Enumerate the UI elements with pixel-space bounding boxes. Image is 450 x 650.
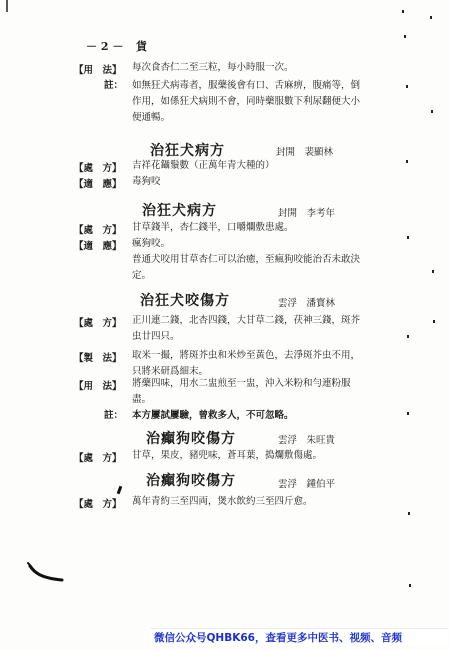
formula-text: 甘草，果皮，豬兜味，蒼耳葉，搗爛敷傷處。	[132, 450, 323, 461]
note-label: 註：	[104, 80, 124, 91]
usage-label: 【用 法】	[74, 65, 122, 76]
scan-smudge-mark	[26, 560, 66, 584]
scan-dot	[431, 110, 433, 113]
scan-dot	[407, 335, 409, 338]
note-text-line: 如無狂犬病毒者，服藥後會有口、舌麻痹，腹痛等，倒	[132, 80, 361, 91]
recipe-author: 雲浮 鍾伯平	[278, 479, 336, 490]
scan-dot	[408, 512, 410, 515]
recipe-author: 封開 李考年	[278, 208, 336, 219]
note-text-line: 便通暢。	[132, 112, 171, 123]
scan-dot	[432, 270, 434, 273]
scan-dot	[406, 85, 408, 88]
note-text: 本方屢試屢驗，曾救多人，不可忽略。	[132, 410, 294, 421]
scan-dot	[409, 584, 411, 587]
scan-dot	[407, 236, 409, 239]
indication-label: 【適 應】	[74, 241, 122, 252]
recipe-title: 治癲狗咬傷方	[146, 473, 236, 489]
scan-edge-mark	[6, 0, 8, 12]
indication-text: 毒狗咬	[132, 176, 161, 187]
scan-dot	[406, 160, 408, 163]
recipe-author: 封開 裴顯林	[276, 147, 334, 158]
usage-text: 每次食杏仁二至三粒，每小時服一次。	[132, 62, 294, 73]
scan-dot	[407, 412, 409, 415]
usage-text: 盡。	[132, 394, 152, 405]
formula-text: 正川連二錢，北杏四錢，大甘草二錢，茯神三錢，斑芥	[132, 315, 361, 326]
scan-tick-mark	[117, 486, 123, 495]
scan-dot	[404, 35, 406, 38]
formula-label: 【處 方】	[74, 499, 122, 510]
scan-dot	[433, 320, 435, 323]
formula-label: 【處 方】	[74, 453, 122, 464]
formula-text: 甘草錢半，杏仁錢半，口嚼爛敷患處。	[132, 222, 294, 233]
recipe-title: 治狂犬咬傷方	[140, 293, 230, 309]
indication-text: 定。	[132, 270, 152, 281]
recipe-title: 治癲狗咬傷方	[146, 431, 236, 447]
indication-label: 【適 應】	[74, 179, 122, 190]
recipe-title: 治狂犬病方	[150, 143, 225, 159]
preparation-text: 取米一撮，將斑芥虫和米炒至黃色，去淨斑芥虫不用，	[132, 350, 361, 361]
usage-label: 【用 法】	[74, 381, 122, 392]
preparation-text: 只將米研爲細末。	[132, 366, 209, 377]
recipe-author: 雲浮 朱旺貴	[278, 435, 336, 446]
formula-text: 吉祥花鑷鬚數（正萬年青大種的）	[132, 160, 275, 171]
formula-label: 【處 方】	[74, 318, 122, 329]
formula-text: 虫廿四只。	[132, 331, 180, 342]
recipe-author: 雲浮 潘寳林	[278, 298, 336, 309]
watermark-banner: 微信公众号QHBK66，查看更多中医书、视频、音频	[150, 628, 448, 646]
scan-dot	[402, 10, 404, 13]
usage-text: 將藥四味，用水二盅煎至一盅，沖入米粉和勻連粉服	[132, 378, 351, 389]
formula-label: 【處 方】	[74, 163, 122, 174]
note-text-line: 作用，如係狂犬病則不會，同時藥服數下利尿翻便大小	[132, 96, 361, 107]
recipe-title: 治狂犬病方	[142, 203, 217, 219]
section-label: 貨	[136, 40, 147, 53]
formula-text: 萬年青約三至四両，煲水飲約三至四斤愈。	[132, 496, 313, 507]
preparation-label: 【製 法】	[74, 353, 122, 364]
formula-label: 【處 方】	[74, 225, 122, 236]
note-label: 註：	[104, 410, 124, 421]
page-number: － 2 －	[86, 40, 124, 53]
scan-dot	[430, 16, 432, 19]
indication-text: 普通犬咬用甘草杏仁可以治癒，至瘋狗咬能治否未敢決	[132, 254, 361, 265]
indication-text: 瘋狗咬。	[132, 238, 171, 249]
